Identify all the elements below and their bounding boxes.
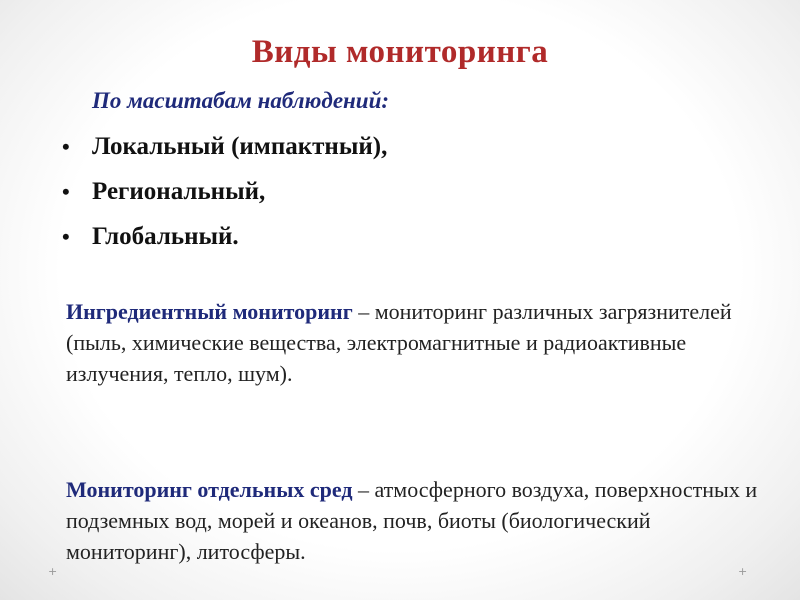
bullet-icon: • <box>62 224 70 249</box>
corner-mark-icon: + <box>738 565 748 578</box>
list-item <box>62 132 387 177</box>
list-item-label: Глобальный. <box>92 223 239 250</box>
paragraph-term: Мониторинг отдельных сред <box>66 477 353 502</box>
corner-mark-icon: + <box>48 565 58 578</box>
bullet-icon: • <box>62 179 70 204</box>
list-item <box>62 177 387 222</box>
list-item-label: Локальный (импактный), <box>92 133 388 160</box>
list-item <box>62 222 387 267</box>
paragraph-ingredient-monitoring <box>66 296 776 389</box>
paragraph-term: Ингредиентный мониторинг <box>66 299 353 324</box>
list-item-label: Региональный, <box>92 178 266 205</box>
slide-title: Виды мониторинга <box>251 34 549 70</box>
paragraph-text: – атмосферного воздуха, поверхностных и подземных вод, морей и океанов, почв, биоты (биологический мониторинг), литосферы. <box>66 477 758 564</box>
slide-subtitle: По масштабам наблюдений: <box>92 88 390 113</box>
bullet-list <box>62 132 387 267</box>
bullet-icon: • <box>62 134 70 159</box>
paragraph-media-monitoring <box>66 474 776 567</box>
paragraph-text: – мониторинг различных загрязнителей (пыль, химические вещества, электромагнитные и радиоактивные излучения, тепло, шум). <box>66 299 732 386</box>
